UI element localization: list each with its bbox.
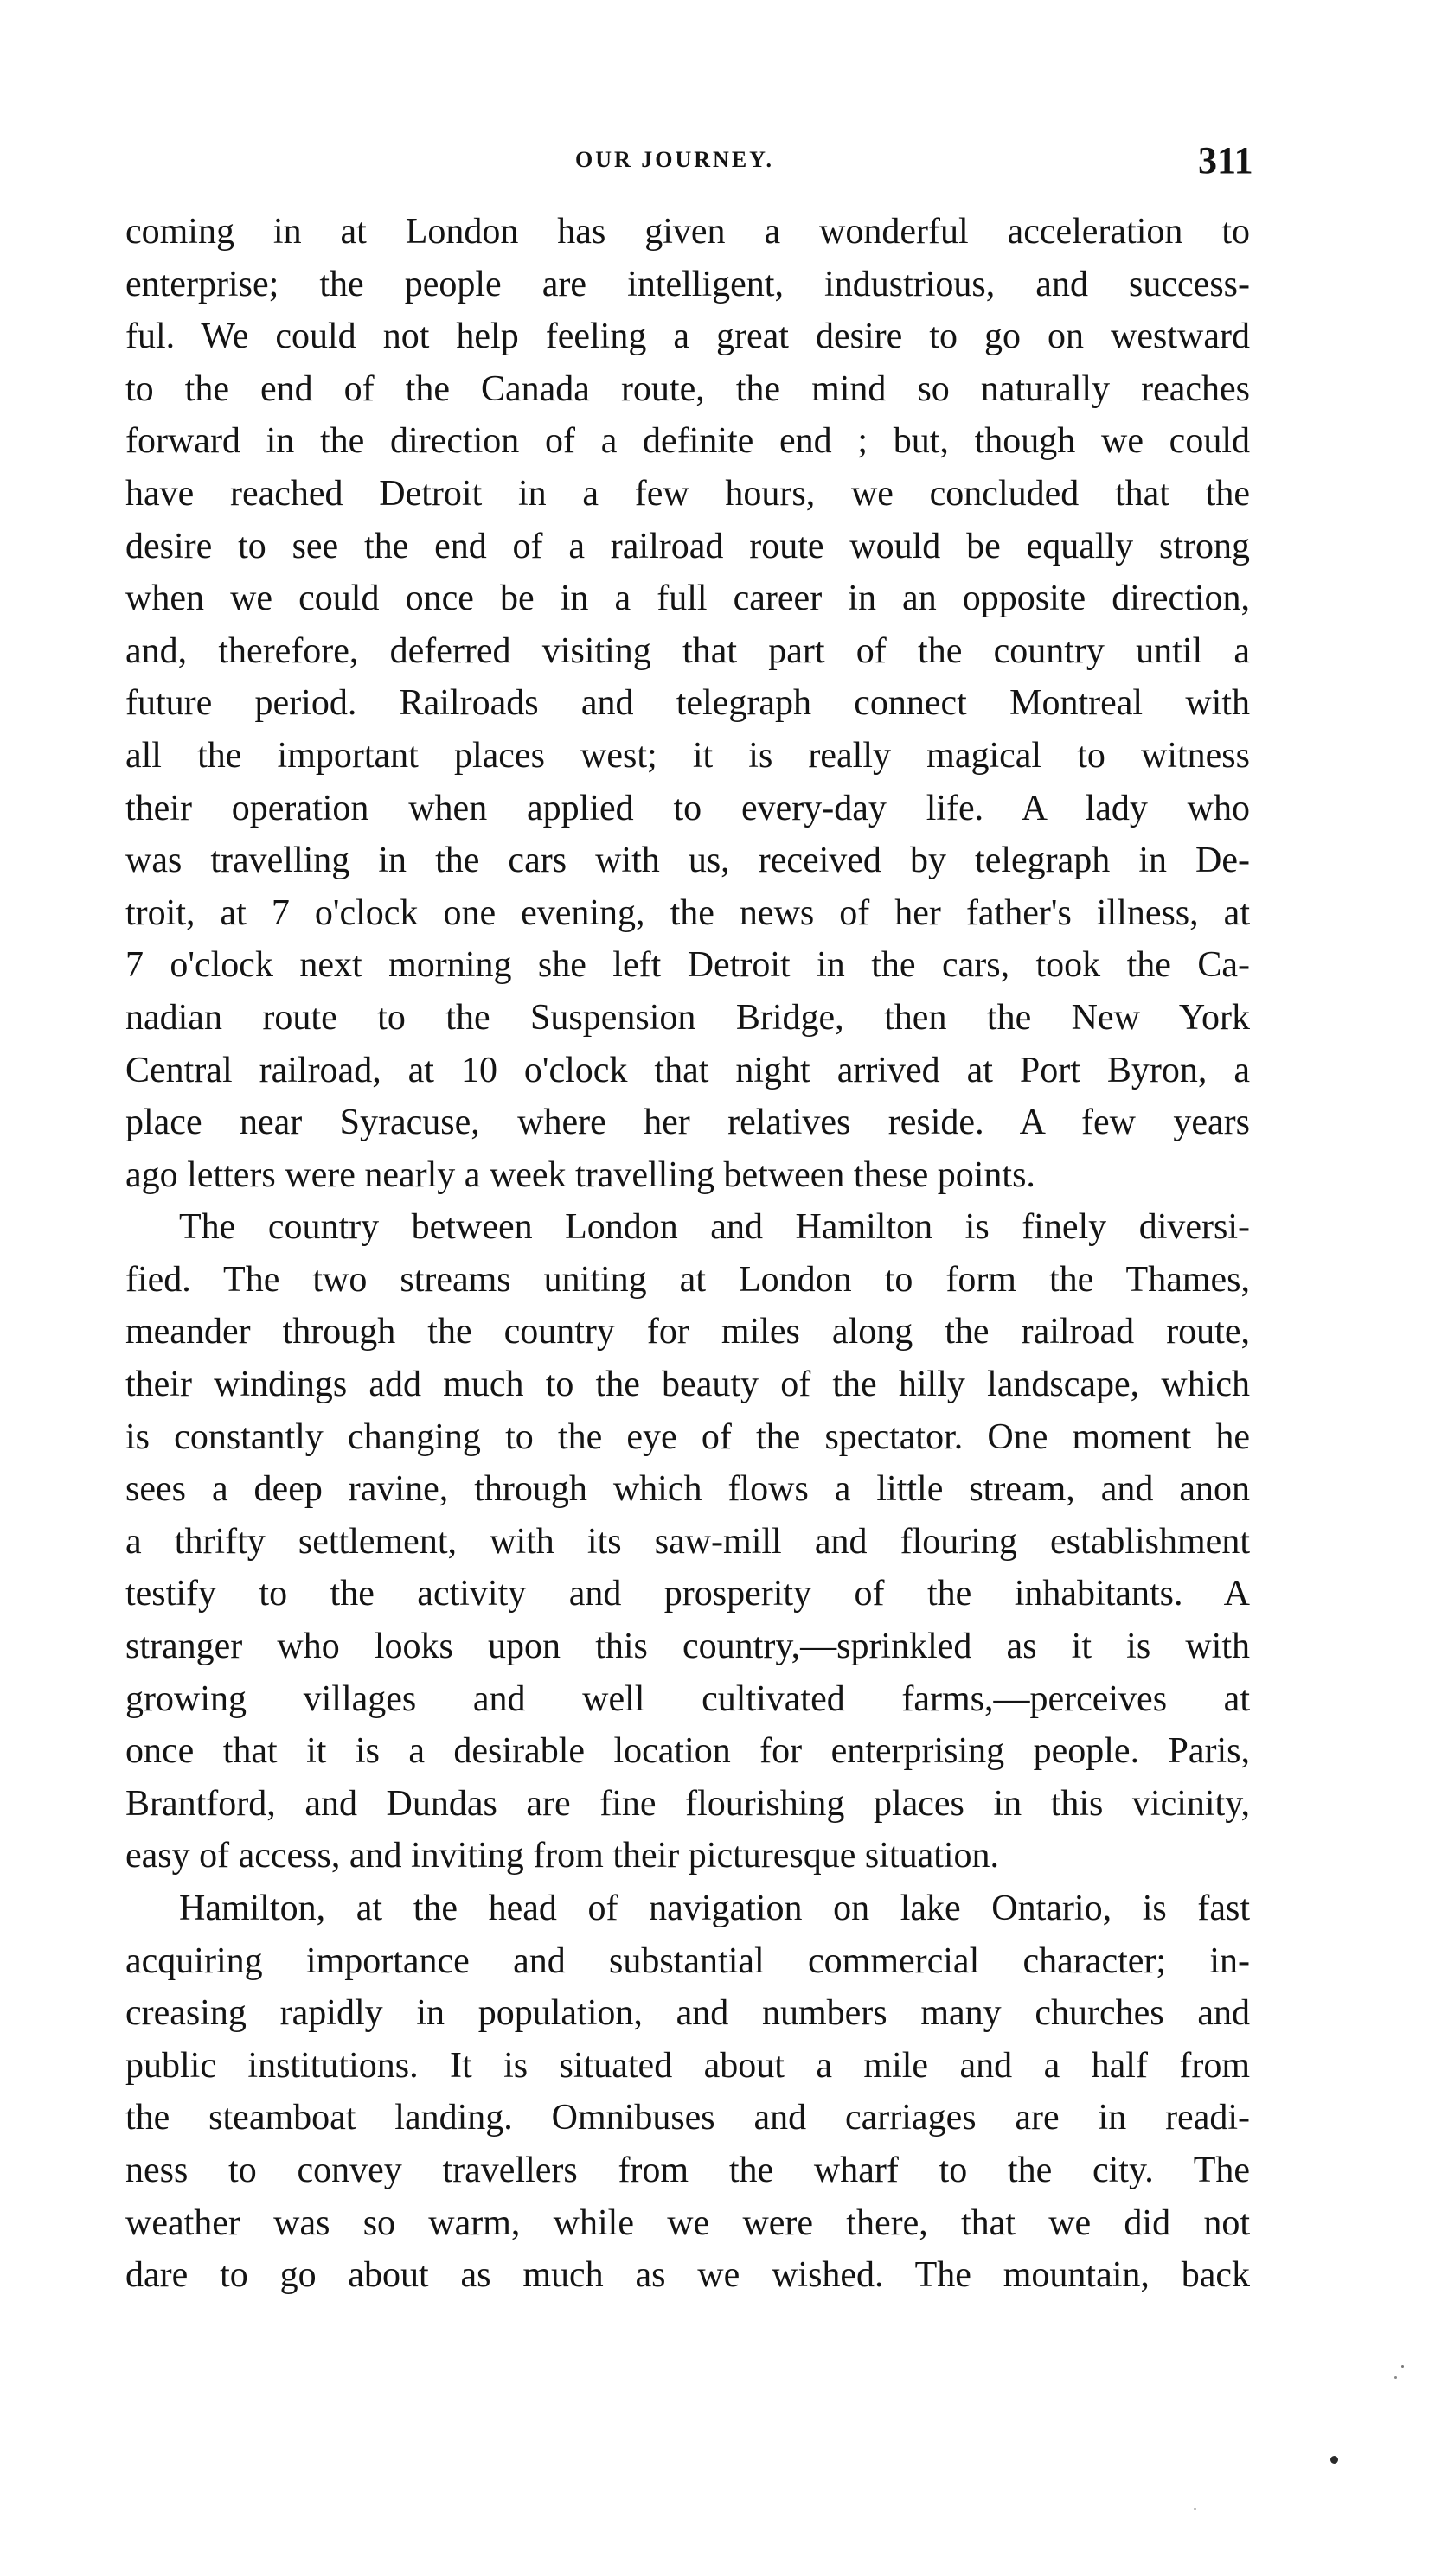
text-line: fied. The two streams uniting at London to form the Thames,: [125, 1259, 1250, 1300]
text-line: when we could once be in a full career in an opposite direction,: [125, 578, 1250, 619]
page-number: 311: [1198, 139, 1253, 182]
text-line: all the important places west; it is really magical to witness: [125, 735, 1250, 776]
text-line: public institutions. It is situated about a mile and a half from: [125, 2045, 1250, 2086]
text-line: growing villages and well cultivated farms,—perceives at: [125, 1678, 1250, 1719]
text-line: The country between London and Hamilton is finely diversi-: [179, 1207, 1250, 1248]
text-line: ness to convey travellers from the wharf to the city. The: [125, 2150, 1250, 2190]
text-line: once that it is a desirable location for enterprising people. Paris,: [125, 1731, 1250, 1772]
text-line: dare to go about as much as we wished. The mountain, back: [125, 2255, 1250, 2296]
text-line: meander through the country for miles along the railroad route,: [125, 1312, 1250, 1352]
scan-speck: [1330, 2456, 1338, 2464]
text-line: stranger who looks upon this country,—sprinkled as it is with: [125, 1627, 1250, 1667]
text-line: forward in the direction of a definite end ; but, though we could: [125, 421, 1250, 462]
text-line: coming in at London has given a wonderful acceleration to: [125, 212, 1250, 252]
running-head: [125, 138, 1253, 190]
running-title: OUR JOURNEY.: [575, 147, 775, 172]
text-line: acquiring importance and substantial commercial character; in-: [125, 1940, 1250, 1981]
text-line: Central railroad, at 10 o'clock that night arrived at Port Byron, a: [125, 1050, 1250, 1090]
text-line: their operation when applied to every-day life. A lady who: [125, 788, 1250, 828]
text-line: sees a deep ravine, through which flows a little stream, and anon: [125, 1469, 1250, 1510]
text-line: future period. Railroads and telegraph connect Montreal with: [125, 683, 1250, 724]
scan-speck: [1194, 2508, 1196, 2510]
text-line: easy of access, and inviting from their picturesque situation.: [125, 1836, 1000, 1876]
body-text: [125, 206, 1250, 2302]
text-line: 7 o'clock next morning she left Detroit in the cars, took the Ca-: [125, 945, 1250, 986]
text-line: their windings add much to the beauty of the hilly landscape, which: [125, 1365, 1250, 1405]
text-line: a thrifty settlement, with its saw-mill and flouring establishment: [125, 1521, 1250, 1562]
text-line: testify to the activity and prosperity of the inhabitants. A: [125, 1574, 1250, 1614]
text-line: the steamboat landing. Omnibuses and carriages are in readi-: [125, 2098, 1250, 2138]
text-line: is constantly changing to the eye of the spectator. One moment he: [125, 1416, 1250, 1457]
text-line: creasing rapidly in population, and numbers many churches and: [125, 1993, 1250, 2034]
text-line: nadian route to the Suspension Bridge, then the New York: [125, 997, 1250, 1038]
text-line: and, therefore, deferred visiting that part of the country until a: [125, 630, 1250, 671]
text-line: ago letters were nearly a week travelling between these points.: [125, 1154, 1035, 1195]
scan-speck: [1401, 2365, 1404, 2368]
text-line: was travelling in the cars with us, received by telegraph in De-: [125, 841, 1250, 881]
text-line: troit, at 7 o'clock one evening, the news of her father's illness, at: [125, 892, 1250, 933]
scan-speck: [1394, 2376, 1397, 2379]
text-line: ful. We could not help feeling a great desire to go on westward: [125, 316, 1250, 357]
text-line: Brantford, and Dundas are fine flourishing places in this vicinity,: [125, 1783, 1250, 1824]
text-line: desire to see the end of a railroad route would be equally strong: [125, 526, 1250, 566]
text-line: have reached Detroit in a few hours, we concluded that the: [125, 473, 1250, 514]
text-line: to the end of the Canada route, the mind so naturally reaches: [125, 368, 1250, 409]
text-line: Hamilton, at the head of navigation on lake Ontario, is fast: [179, 1889, 1250, 1928]
text-line: enterprise; the people are intelligent, industrious, and success-: [125, 264, 1250, 304]
text-line: place near Syracuse, where her relatives reside. A few years: [125, 1103, 1250, 1143]
text-line: weather was so warm, while we were there, that we did not: [125, 2202, 1250, 2243]
